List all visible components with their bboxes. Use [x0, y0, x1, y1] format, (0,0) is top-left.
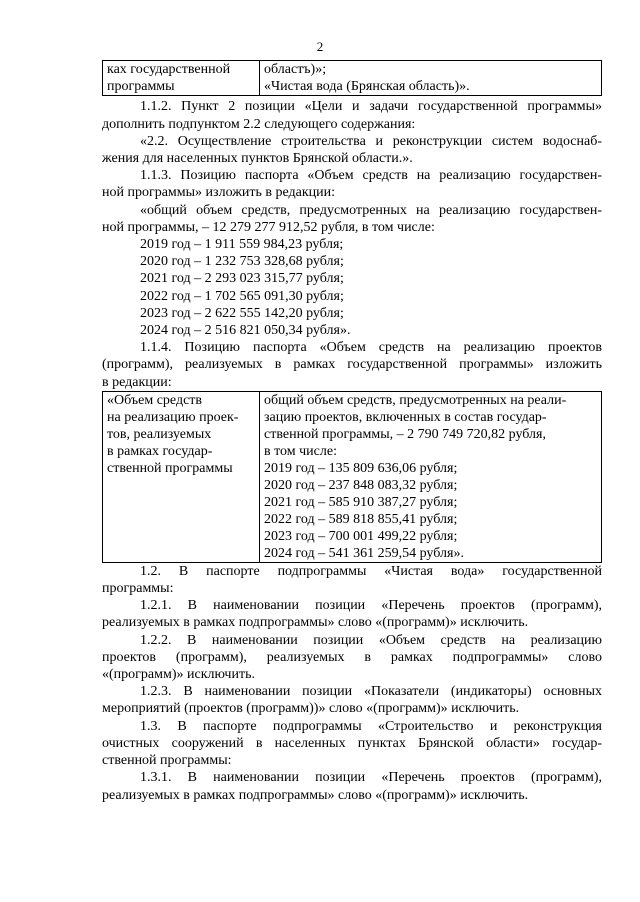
text-line: 1.1.4. Позицию паспорта «Объем средств на реализацию проектов — [140, 340, 602, 356]
paragraph-1-2 — [102, 563, 602, 597]
text-line: «Чистая вода (Брянская область)». — [264, 79, 470, 95]
list-item: 2020 год – 1 232 753 328,68 рубля; — [140, 254, 344, 270]
paragraph-1-1-3-quote — [102, 202, 602, 236]
text-line: 1.3.1. В наименовании позиции «Перечень проектов (программ), — [140, 770, 602, 786]
text-line: мероприятий (проектов (программ))» слово «(программ)» исключить. — [102, 701, 520, 717]
text-line: реализуемых в рамках подпрограммы» слово «(программ)» исключить. — [102, 615, 529, 631]
text-line: в редакции: — [102, 374, 172, 390]
paragraph-1-1-3 — [102, 167, 602, 201]
header-table-right-cell — [260, 61, 602, 96]
text-line: ной программы» изложить в редакции: — [102, 185, 336, 201]
document-body — [102, 60, 602, 804]
text-line: 1.2.1. В наименовании позиции «Перечень проектов (программ), — [140, 598, 602, 614]
funding-table-label-cell — [103, 391, 260, 562]
paragraph-1-1-2 — [102, 98, 602, 132]
paragraph-1-2-3 — [102, 683, 602, 717]
text-line: областъ)»; — [264, 62, 327, 77]
text-line: 1.1.3. Позицию паспорта «Объем средств на реализацию государствен- — [140, 168, 602, 184]
paragraph-2-2 — [102, 133, 602, 167]
list-item: 2023 год – 700 001 499,22 рубля; — [264, 528, 458, 544]
list-item: 2022 год – 1 702 565 091,30 рубля; — [140, 288, 344, 304]
page-number: 2 — [316, 39, 324, 54]
text-line: проектов (программ), реализуемых в рамках подпрограммы» слово — [102, 649, 602, 665]
text-line: реализуемых в рамках подпрограммы» слово «(программ)» исключить. — [102, 787, 529, 803]
paragraph-1-2-1 — [102, 597, 602, 631]
text-line: очистных сооружений в населенных пунктах Брянской области» государ- — [102, 735, 602, 751]
header-table-left-cell — [103, 61, 260, 96]
list-item: 2020 год – 237 848 083,32 рубля; — [264, 477, 458, 493]
text-line: ственной программы: — [102, 753, 232, 769]
text-line: 1.3. В паспорте подпрограммы «Строительство и реконструкция — [140, 718, 602, 734]
header-table — [102, 60, 602, 96]
funding-table-value-cell — [260, 391, 602, 562]
list-item: 2022 год – 589 818 855,41 рубля; — [264, 511, 458, 527]
list-item: 2021 год – 585 910 387,27 рубля; — [264, 494, 458, 510]
text-line: 1.2. В паспорте подпрограммы «Чистая вода» государственной — [140, 563, 602, 579]
list-item: 2019 год – 1 911 559 984,23 рубля; — [140, 237, 344, 253]
text-line: «Объем средств — [107, 392, 203, 408]
text-line: ственной программы — [107, 460, 233, 476]
text-line: (программ), реализуемых в рамках государственной программы» изложить — [102, 357, 602, 373]
paragraph-1-3 — [102, 718, 602, 770]
text-line: «общий объем средств, предусмотренных на реализацию государствен- — [140, 202, 602, 218]
funding-table — [102, 391, 602, 563]
list-item: 2024 год – 541 361 259,54 рубля». — [264, 545, 464, 561]
list-item: 2019 год – 135 809 636,06 рубля; — [264, 460, 458, 476]
text-line: ной программы, – 12 279 277 912,52 рубля, в том числе: — [102, 219, 435, 235]
text-line: программы: — [102, 581, 174, 597]
text-line: на реализацию проек- — [107, 409, 239, 425]
text-line: общий объем средств, предусмотренных на реали- — [264, 392, 567, 408]
text-line: тов, реализуемых — [107, 426, 212, 442]
text-line: жения для населенных пунктов Брянской области.». — [102, 151, 413, 167]
text-line: «2.2. Осуществление строительства и реконструкции систем водоснаб- — [140, 133, 602, 149]
list-item: 2021 год – 2 293 023 315,77 рубля; — [140, 271, 344, 287]
text-line: 1.2.2. В наименовании позиции «Объем средств на реализацию — [140, 632, 602, 648]
text-line: зацию проектов, включенных в состав государ- — [264, 409, 547, 425]
text-line: ственной программы, – 2 790 749 720,82 рубля, — [264, 426, 546, 442]
paragraph-1-2-2 — [102, 632, 602, 684]
text-line: в рамках государ- — [107, 443, 213, 459]
list-item: 2024 год – 2 516 821 050,34 рубля». — [140, 323, 351, 339]
text-line: 1.2.3. В наименовании позиции «Показатели (индикаторы) основных — [140, 684, 602, 700]
list-item: 2023 год – 2 622 555 142,20 рубля; — [140, 305, 344, 321]
text-line: дополнить подпунктом 2.2 следующего содержания: — [102, 116, 416, 132]
paragraph-1-1-4 — [102, 339, 602, 391]
text-line: «(программ)» исключить. — [102, 667, 255, 683]
text-line: программы — [107, 79, 175, 95]
yearly-amounts-list — [102, 236, 602, 339]
text-line: в том числе: — [264, 443, 337, 459]
paragraph-1-3-1 — [102, 769, 602, 803]
text-line: ках государственной — [107, 62, 231, 77]
text-line: 1.1.2. Пункт 2 позиции «Цели и задачи государственной программы» — [140, 99, 602, 115]
